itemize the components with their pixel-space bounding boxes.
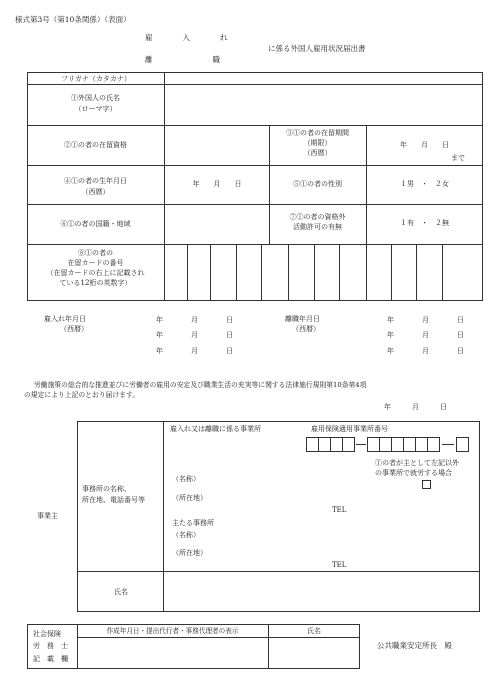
check-label-1: ①の者が主として左記以外 [375, 459, 459, 467]
residence-card-field[interactable] [165, 245, 482, 301]
name-label: ①外国人の氏名 [71, 94, 120, 102]
nationality-field[interactable] [165, 205, 269, 244]
birth-label: ④①の者の生年月日 [64, 177, 127, 185]
ins-digit-4[interactable] [342, 437, 355, 452]
hire-date-sublabel: （西暦） [60, 325, 88, 333]
main-office-name-label: （名称） [172, 531, 200, 539]
employer-name-label: 氏名 [114, 588, 128, 596]
form-number: 様式第3号（第10条関係）（表面） [15, 15, 131, 24]
card-label-1: ⑧①の者の [78, 249, 113, 257]
main-office-address-label: （所在地） [172, 549, 207, 557]
office-heading: 雇入れ又は離職に係る事業所 [170, 425, 261, 433]
hire-date-1[interactable]: 年 月 日 [156, 316, 233, 324]
status-label: ②①の者の在留資格 [64, 141, 127, 149]
sr-label-3: 記 載 欄 [33, 655, 68, 663]
sex-label: ⑤①の者の性別 [293, 180, 342, 188]
office-address-label: （所在地） [172, 494, 207, 502]
furigana-label: フリガナ（カタカナ） [61, 75, 131, 83]
statement-line-1: 労働施策の総合的な推進並びに労働者の雇用の安定及び職業生活の充実等に関する法律施行規則第10条第4項 [34, 381, 367, 389]
office-name-label: （名称） [172, 475, 200, 483]
sr-display-field[interactable] [78, 638, 268, 668]
office-label-2: 所在地、電話番号等 [82, 496, 145, 504]
status-field[interactable] [165, 126, 269, 165]
office-tel-label: TEL [332, 506, 347, 514]
sr-name-field[interactable] [269, 638, 359, 668]
card-label-3: （在留カードの右上に記載され [46, 269, 145, 277]
sr-label-1: 社会保険 [33, 630, 61, 638]
statement-date[interactable]: 年 月 日 [384, 403, 447, 411]
main-office-tel-label: TEL [332, 561, 347, 569]
leave-date-2[interactable]: 年 月 日 [387, 331, 464, 339]
employer-name-field[interactable] [164, 572, 479, 611]
permission-sublabel: 活動許可の有無 [293, 223, 342, 231]
ins-digit-11[interactable] [456, 437, 469, 452]
sr-heading: 作成年月日・提出代行者・事務代理者の表示 [106, 627, 239, 635]
period-value[interactable]: 年 月 日 [400, 141, 449, 149]
check-label-2: の事業所で就労する場合 [375, 469, 452, 477]
header-leave: 離 職 [145, 55, 220, 64]
hire-date-3[interactable]: 年 月 日 [156, 347, 233, 355]
card-label-2: 在留カードの番号 [67, 259, 124, 267]
period-label: ③①の者の在留期間 [286, 129, 349, 137]
statement-line-2: の規定により上記のとおり届けます。 [24, 391, 140, 399]
permission-value[interactable]: １有 ・ ２無 [400, 219, 449, 227]
other-office-checkbox[interactable] [422, 480, 431, 489]
leave-date-label: 離職年月日 [285, 315, 320, 323]
leave-date-3[interactable]: 年 月 日 [387, 347, 464, 355]
permission-label: ⑦①の者の資格外 [289, 213, 346, 221]
period-until: まで [451, 154, 465, 162]
name-field[interactable] [165, 85, 482, 125]
birth-value[interactable]: 年 月 日 [192, 180, 242, 188]
birth-sublabel: （西暦） [81, 188, 110, 196]
hire-date-label: 雇入れ年月日 [44, 315, 86, 323]
leave-date-1[interactable]: 年 月 日 [387, 316, 464, 324]
insurance-number-label: 雇用保険適用事業所番号 [311, 425, 388, 433]
employer-label: 事業主 [37, 512, 58, 520]
furigana-field[interactable] [165, 73, 482, 84]
sex-value[interactable]: １男 ・ ２女 [400, 180, 449, 188]
form-title: に係る外国人雇用状況届出書 [268, 44, 366, 53]
sr-name-label: 氏名 [307, 627, 321, 635]
nationality-label: ⑥①の者の国籍・地域 [60, 220, 131, 228]
leave-date-sublabel: （西暦） [292, 325, 320, 333]
office-label-1: 事務所の名称、 [82, 485, 131, 493]
ins-digit-10[interactable] [427, 437, 440, 452]
period-sublabel: （期限） [303, 139, 332, 147]
card-label-4: ている12桁の英数字） [59, 279, 132, 287]
name-sublabel: （ローマ字） [74, 105, 117, 113]
main-office-label: 主たる事務所 [172, 519, 214, 527]
period-era: （西暦） [303, 149, 332, 157]
header-hire: 雇 入 れ [145, 33, 228, 42]
addressee: 公共職業安定所長 殿 [377, 641, 452, 650]
hire-date-2[interactable]: 年 月 日 [156, 331, 233, 339]
sr-label-2: 労 務 士 [33, 642, 68, 650]
